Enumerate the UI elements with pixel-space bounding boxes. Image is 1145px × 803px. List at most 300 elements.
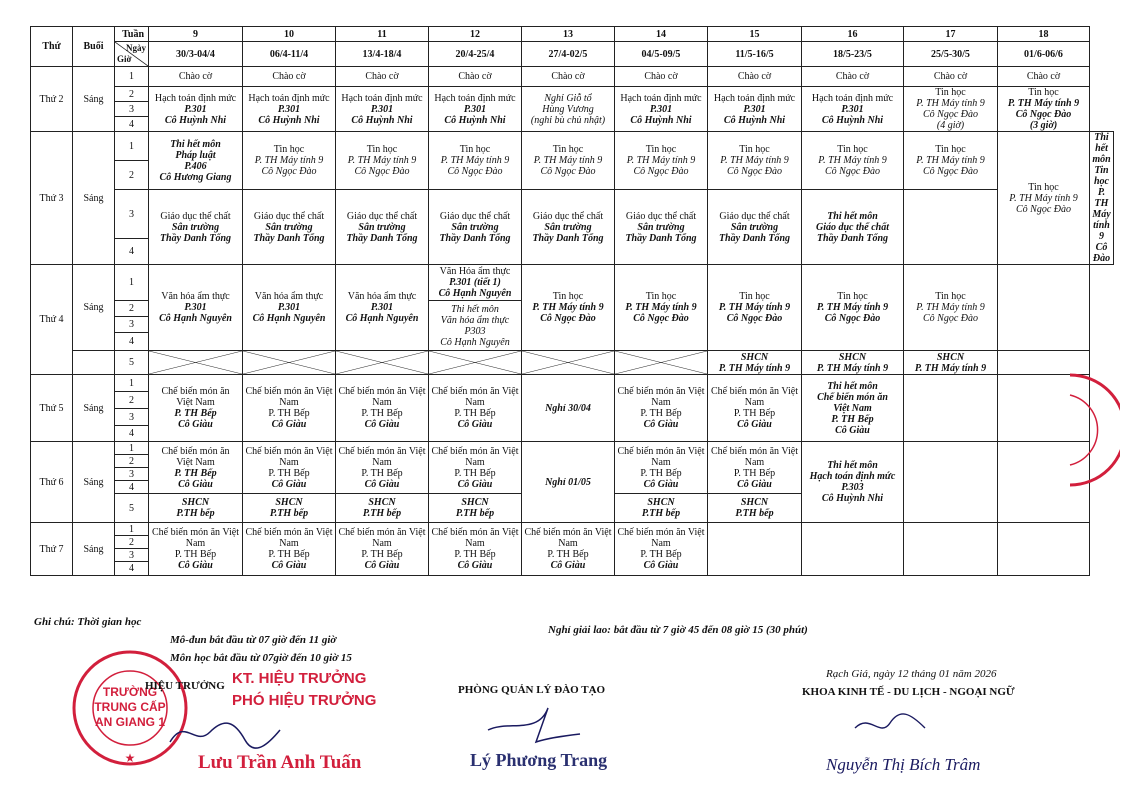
teacher: Cô Đào	[1092, 242, 1111, 264]
cell-hach-toan	[336, 87, 429, 132]
room: Sân trường	[544, 221, 592, 233]
teacher: Thầy Danh Tổng	[253, 232, 325, 244]
cell-crossed	[429, 351, 522, 375]
subject: Chế biến món ăn Việt	[711, 445, 798, 457]
subject: Pháp luật	[175, 149, 216, 161]
teacher: Cô Giàu	[737, 478, 772, 490]
subject: Nam	[651, 538, 671, 549]
teacher: Cô Ngọc Đào	[824, 313, 881, 324]
cell-tin-hoc	[429, 132, 522, 190]
cell-van-hoa-tiet1	[429, 265, 522, 301]
cell-tin-hoc	[336, 132, 429, 190]
cell-che-bien	[708, 442, 802, 494]
signature-left	[165, 712, 285, 752]
room: P. TH Máy tính 9	[916, 98, 985, 109]
title-phong-qldt: PHÒNG QUẢN LÝ ĐÀO TẠO	[458, 684, 606, 696]
cell-empty	[904, 442, 998, 523]
room: P.TH bếp	[641, 508, 681, 519]
subject: Chế biến món ăn Việt	[431, 445, 519, 457]
note-line: (nghỉ bù chủ nhật)	[530, 114, 606, 126]
cell-che-bien	[149, 442, 243, 494]
room: P.301	[184, 302, 207, 313]
room: Sân trường	[730, 221, 779, 233]
cell-tin-hoc	[615, 132, 708, 190]
room: P. TH Bếp	[361, 408, 403, 419]
room: P. TH Máy tính 9	[914, 362, 987, 374]
teacher: Cô Huỳnh Nhi	[444, 114, 506, 126]
cell-che-bien	[429, 375, 522, 442]
cell-nghi-0105: Nghỉ 01/05	[522, 442, 615, 523]
room: P.301	[277, 302, 301, 313]
cell-chao-co: Chào cờ	[336, 67, 429, 87]
date-week-9: 30/3-04/4	[149, 42, 243, 67]
cell-empty	[904, 523, 998, 576]
subject: Chế biến món ăn Việt	[338, 386, 426, 397]
subject: Nam	[185, 538, 206, 549]
subject: Chế biến món ăn Việt	[524, 527, 612, 538]
hour: 4	[115, 239, 149, 265]
cell-gdtc	[708, 190, 802, 265]
hour: 3	[115, 317, 149, 333]
cell-thi-van-hoa	[429, 301, 522, 351]
cell-gdtc	[522, 190, 615, 265]
seal-line1: TRƯỜNG	[102, 685, 158, 699]
subject: Tin học	[935, 87, 966, 98]
timetable	[30, 26, 1114, 576]
teacher: Cô Giàu	[643, 478, 679, 490]
subject: Chế biến món ăn Việt	[245, 386, 333, 397]
teacher: Cô Giàu	[737, 419, 772, 430]
cell-tin-hoc	[998, 87, 1090, 132]
cell-tin-hoc	[802, 265, 904, 351]
subject: Việt Nam	[833, 402, 872, 414]
subject: SHCN	[740, 351, 769, 363]
cell-chao-co: Chào cờ	[243, 67, 336, 87]
subject: Tin học	[935, 291, 966, 302]
subject: Tin học	[1094, 165, 1109, 187]
teacher: Cô Huỳnh Nhi	[164, 114, 227, 126]
room: P. TH Máy tính 9	[718, 302, 791, 313]
hour: 1	[115, 265, 149, 301]
teacher: Cô Giàu	[178, 560, 213, 571]
subject: Nam	[651, 397, 671, 408]
name-mid: Lý Phương Trang	[470, 750, 608, 770]
cell-che-bien	[336, 442, 429, 494]
day-thu7: Thứ 7	[31, 523, 73, 576]
cell-empty	[998, 265, 1090, 351]
cell-crossed	[522, 351, 615, 375]
cell-che-bien	[243, 523, 336, 576]
teacher: Cô Hạnh Nguyên	[345, 313, 419, 324]
room: Sân trường	[358, 221, 406, 233]
session-thu3: Sáng	[73, 132, 115, 265]
room: P. TH Máy tính 9	[347, 155, 417, 166]
note-line: Hùng Vương	[542, 103, 594, 115]
cell-gdtc	[615, 190, 708, 265]
subject: Nam	[372, 456, 392, 468]
week-17: 17	[904, 27, 998, 42]
seal-line3: AN GIANG 1	[94, 715, 166, 729]
hour: 1	[115, 375, 149, 392]
subject: Hạch toán định mức	[248, 92, 330, 104]
cell-che-bien	[429, 523, 522, 576]
subject: Nam	[465, 538, 485, 549]
cell-tin-hoc	[522, 265, 615, 351]
session-thu2: Sáng	[73, 67, 115, 132]
hour: 2	[115, 301, 149, 317]
cell-shcn	[336, 494, 429, 523]
room: P.301	[370, 103, 394, 115]
header-buoi: Buổi	[73, 27, 115, 67]
room: P. TH Bếp	[454, 549, 496, 560]
note-line: Nghỉ Giỗ tổ	[544, 92, 592, 104]
hour: 2	[115, 87, 149, 102]
cell-empty	[998, 523, 1090, 576]
room: P. TH Bếp	[640, 549, 682, 560]
teacher: Cô Giàu	[364, 419, 400, 430]
week-11: 11	[336, 27, 429, 42]
teacher: Cô Giàu	[835, 424, 870, 436]
session-thu6: Sáng	[73, 442, 115, 523]
cell-thi-hach-toan	[802, 442, 904, 523]
cell-tin-hoc	[904, 132, 998, 190]
subject: Giáo dục thể chất	[439, 210, 511, 222]
subject: Giáo dục thể chất	[719, 210, 790, 222]
cell-che-bien	[429, 442, 522, 494]
hour: 2	[115, 455, 149, 468]
note-mo-dun: Mô-đun bắt đầu từ 07 giờ đến 11 giờ	[170, 634, 337, 646]
header-tuan: Tuần	[115, 27, 149, 42]
teacher: Cô Giàu	[271, 419, 307, 430]
session-empty	[73, 351, 115, 375]
room: P.TH bếp	[269, 508, 309, 519]
hour: 3	[115, 549, 149, 562]
teacher: Cô Hương Giang	[159, 171, 232, 183]
date-line: Rạch Giá, ngày 12 tháng 01 năm 2026	[826, 668, 997, 680]
room: P. TH Bếp	[733, 467, 776, 479]
subject: SHCN	[647, 497, 675, 508]
room: P. TH Bếp	[640, 408, 682, 419]
note-mon-hoc: Môn học bắt đầu từ 07giờ đến 10 giờ 15	[170, 652, 352, 664]
cell-che-bien	[708, 375, 802, 442]
subject: Nam	[372, 538, 392, 549]
date-week-15: 11/5-16/5	[708, 42, 802, 67]
subject: Văn Hóa ẩm thực	[439, 266, 511, 277]
room: P303	[464, 325, 486, 337]
teacher: Cô Ngọc Đào	[633, 313, 689, 324]
subject: SHCN	[740, 497, 769, 508]
cell-shcn	[243, 494, 336, 523]
subject: Tin học	[739, 291, 770, 302]
seal-line2: TRUNG CẤP	[94, 700, 166, 714]
subject: Nam	[279, 456, 299, 468]
subject: SHCN	[461, 497, 489, 508]
cell-shcn	[615, 494, 708, 523]
cell-tin-hoc	[904, 87, 998, 132]
teacher: Cô Ngọc Đào	[923, 166, 978, 177]
week-9: 9	[149, 27, 243, 42]
room: P. TH Bếp	[361, 467, 403, 479]
subject: Hạch toán định mức	[434, 92, 516, 104]
subject: Nam	[465, 397, 485, 408]
subject: Tin học	[837, 291, 868, 302]
room: P. TH Máy tính 9	[440, 155, 510, 166]
subject: Hạch toán định mức	[713, 92, 796, 104]
subject: SHCN	[275, 497, 303, 508]
header-thu: Thứ	[31, 27, 73, 67]
room: P. TH Máy tính 9	[626, 155, 696, 166]
day-thu3: Thứ 3	[31, 132, 73, 265]
subject: Tin học	[739, 144, 770, 155]
subject: Giáo dục thể chất	[253, 210, 325, 222]
cell-crossed	[336, 351, 429, 375]
title-pho-hieu-truong: PHÓ HIỆU TRƯỞNG	[232, 692, 377, 709]
cell-van-hoa	[243, 265, 336, 351]
signature-mid	[478, 700, 588, 748]
subject: Thi hết môn	[827, 210, 878, 222]
subject: Tin học	[645, 291, 677, 302]
subject: Chế biến món ăn Việt	[431, 386, 519, 397]
date-week-16: 18/5-23/5	[802, 42, 904, 67]
hour: 3	[115, 468, 149, 481]
subject: Chế biến món ăn Việt	[338, 527, 426, 538]
subject: Nam	[465, 456, 485, 468]
cell-thi-che-bien	[802, 375, 904, 442]
week-10: 10	[243, 27, 336, 42]
date-week-17: 25/5-30/5	[904, 42, 998, 67]
teacher: Cô Huỳnh Nhi	[723, 114, 786, 126]
cell-tin-hoc	[802, 132, 904, 190]
cell-empty	[708, 523, 802, 576]
teacher: Cô Ngọc Đào	[447, 166, 503, 177]
cell-chao-co: Chào cờ	[615, 67, 708, 87]
day-thu6: Thứ 6	[31, 442, 73, 523]
subject: Thi hết môn	[170, 138, 221, 150]
subject: Chế biến món ăn	[161, 445, 230, 457]
room: P.301 (tiết 1)	[449, 277, 501, 288]
teacher: Cô Ngọc Đào	[540, 166, 596, 177]
room: P. TH Bếp	[268, 549, 310, 560]
teacher: Thầy Danh Tổng	[816, 232, 889, 244]
subject: Thi hết môn	[451, 303, 499, 315]
teacher: Cô Giàu	[550, 560, 586, 571]
cell-nghi-gio-to	[522, 87, 615, 132]
room: P. TH Máy tính 9	[818, 155, 887, 166]
subject: Chế biến món ăn Việt	[617, 445, 705, 457]
hours-note: (3 giờ)	[1029, 120, 1058, 131]
cell-che-bien	[243, 375, 336, 442]
cell-gdtc	[243, 190, 336, 265]
cell-shcn	[429, 494, 522, 523]
room: P.TH bếp	[176, 508, 215, 519]
session-thu5: Sáng	[73, 375, 115, 442]
teacher: Cô Ngọc Đào	[923, 313, 978, 324]
room: Sân trường	[265, 221, 313, 233]
subject: Giáo dục thể chất	[625, 210, 697, 222]
subject: Tin học	[273, 144, 305, 155]
cell-thi-tin-hoc	[1090, 132, 1114, 265]
room: P. TH Máy tính 9	[533, 155, 603, 166]
room: P. TH Máy tính 9	[816, 362, 889, 374]
cell-thi-phap-luat	[149, 132, 243, 190]
date-week-13: 27/4-02/5	[522, 42, 615, 67]
hour: 3	[115, 190, 149, 239]
subject: Nam	[372, 397, 392, 408]
hour: 3	[115, 409, 149, 426]
room: P. TH Bếp	[454, 408, 496, 419]
subject: SHCN	[838, 351, 867, 363]
teacher: Cô Hạnh Nguyên	[438, 288, 512, 299]
week-18: 18	[998, 27, 1090, 42]
hour: 4	[115, 117, 149, 132]
subject: Tin học	[837, 144, 868, 155]
subject: Chế biến món ăn	[817, 391, 888, 403]
subject: Chế biến món ăn Việt	[338, 445, 426, 457]
room: P.406	[184, 160, 207, 172]
teacher: Thầy Danh Tổng	[532, 232, 604, 244]
subject: Nam	[651, 456, 671, 468]
hour: 3	[115, 102, 149, 117]
room: P. TH Bếp	[174, 408, 217, 419]
subject: SHCN	[936, 351, 965, 363]
cell-tin-hoc	[615, 265, 708, 351]
room: P. TH Máy tính 9	[718, 362, 791, 374]
cell-chao-co: Chào cờ	[149, 67, 243, 87]
teacher: Cô Ngọc Đào	[825, 166, 880, 177]
teacher: Cô Huỳnh Nhi	[351, 114, 413, 126]
cell-che-bien	[615, 523, 708, 576]
hour: 1	[115, 523, 149, 536]
room: P.301	[649, 103, 673, 115]
subject: Hạch toán định mức	[154, 92, 237, 104]
subject: SHCN	[181, 497, 210, 508]
date-week-11: 13/4-18/4	[336, 42, 429, 67]
teacher: Thầy Danh Tổng	[346, 232, 418, 244]
room: P.TH bếp	[735, 508, 774, 519]
subject: Nam	[744, 397, 765, 408]
subject: Giáo dục thể chất	[160, 210, 231, 222]
hour: 4	[115, 562, 149, 576]
week-12: 12	[429, 27, 522, 42]
cell-che-bien	[336, 375, 429, 442]
cell-crossed	[243, 351, 336, 375]
subject: Chế biến món ăn Việt	[431, 527, 519, 538]
room: P. TH Máy tính 9	[720, 155, 789, 166]
cell-shcn	[708, 351, 802, 375]
title-khoa: KHOA KINH TẾ - DU LỊCH - NGOẠI NGỮ	[802, 686, 1015, 698]
cell-tin-hoc	[708, 265, 802, 351]
hour: 1	[115, 132, 149, 161]
room: P. TH Bếp	[733, 408, 776, 419]
teacher: Thầy Danh Tổng	[439, 232, 511, 244]
room: P. TH Bếp	[174, 549, 217, 560]
week-13: 13	[522, 27, 615, 42]
room: P.TH bếp	[362, 508, 402, 519]
room: P. TH Máy tính 9	[916, 302, 985, 313]
room: P.301	[370, 302, 394, 313]
room: P.301	[743, 103, 766, 115]
subject: Thi hết môn	[827, 460, 878, 471]
teacher: Cô Ngọc Đào	[923, 109, 978, 120]
teacher: Cô Giàu	[271, 560, 307, 571]
room: P.TH bếp	[455, 508, 495, 519]
header-gio: Giờ	[117, 54, 132, 64]
cell-empty	[802, 523, 904, 576]
teacher: Thầy Danh Tổng	[625, 232, 697, 244]
title-kt-hieu-truong: KT. HIỆU TRƯỞNG	[232, 670, 367, 687]
cell-chao-co: Chào cờ	[429, 67, 522, 87]
cell-chao-co: Chào cờ	[904, 67, 998, 87]
title-hieu-truong: HIỆU TRƯỞNG	[145, 680, 225, 692]
cell-hach-toan	[149, 87, 243, 132]
cell-shcn	[708, 494, 802, 523]
room: Sân trường	[171, 221, 220, 233]
subject: Việt Nam	[176, 397, 215, 408]
cell-tin-hoc	[243, 132, 336, 190]
subject: Tin học	[645, 144, 677, 155]
hour: 4	[115, 481, 149, 494]
teacher: Cô Giàu	[643, 560, 679, 571]
teacher: Cô Giàu	[457, 560, 493, 571]
subject: Chế biến món ăn	[161, 386, 230, 397]
cell-van-hoa	[149, 265, 243, 351]
room: P. TH Bếp	[831, 413, 874, 425]
cell-hach-toan	[802, 87, 904, 132]
cell-tin-hoc	[522, 132, 615, 190]
cell-chao-co: Chào cờ	[522, 67, 615, 87]
subject: Giáo dục thể chất	[532, 210, 604, 222]
subject: Nam	[279, 397, 299, 408]
subject: Chế biến món ăn Việt	[617, 527, 705, 538]
subject: Tin học	[935, 144, 966, 155]
hour: 4	[115, 333, 149, 351]
session-thu7: Sáng	[73, 523, 115, 576]
hour: 1	[115, 67, 149, 87]
subject: SHCN	[368, 497, 396, 508]
subject: Thi hết môn	[827, 380, 878, 392]
teacher: Cô Huỳnh Nhi	[630, 114, 692, 126]
cell-gdtc	[336, 190, 429, 265]
room: P. TH Bếp	[361, 549, 403, 560]
teacher: Cô Hạnh Nguyên	[159, 313, 232, 324]
teacher: Cô Huỳnh Nhi	[258, 114, 320, 126]
teacher: Cô Giàu	[643, 419, 679, 430]
subject: Tin học	[552, 144, 584, 155]
cell-che-bien	[243, 442, 336, 494]
room: Sân trường	[451, 221, 499, 233]
subject: Tin học	[1028, 181, 1059, 193]
day-thu4: Thứ 4	[31, 265, 73, 375]
date-week-12: 20/4-25/4	[429, 42, 522, 67]
room: P. TH Máy tính 9	[625, 302, 697, 313]
subject: Nam	[279, 538, 299, 549]
cell-shcn	[802, 351, 904, 375]
subject: Chế biến món ăn Việt	[711, 386, 798, 397]
subject: Tin học	[1028, 87, 1059, 98]
cell-hach-toan	[429, 87, 522, 132]
teacher: Cô Hạnh Nguyên	[252, 313, 326, 324]
hour: 5	[115, 494, 149, 523]
subject: Tin học	[459, 144, 491, 155]
teacher: Cô Ngọc Đào	[633, 166, 689, 177]
cell-shcn	[149, 494, 243, 523]
teacher: Cô Ngọc Đào	[727, 166, 782, 177]
hour: 2	[115, 392, 149, 409]
teacher: Cô Ngọc Đào	[726, 313, 783, 324]
subject: Hạch toán định mức	[341, 92, 423, 104]
teacher: Cô Giàu	[364, 560, 400, 571]
date-week-14: 04/5-09/5	[615, 42, 708, 67]
